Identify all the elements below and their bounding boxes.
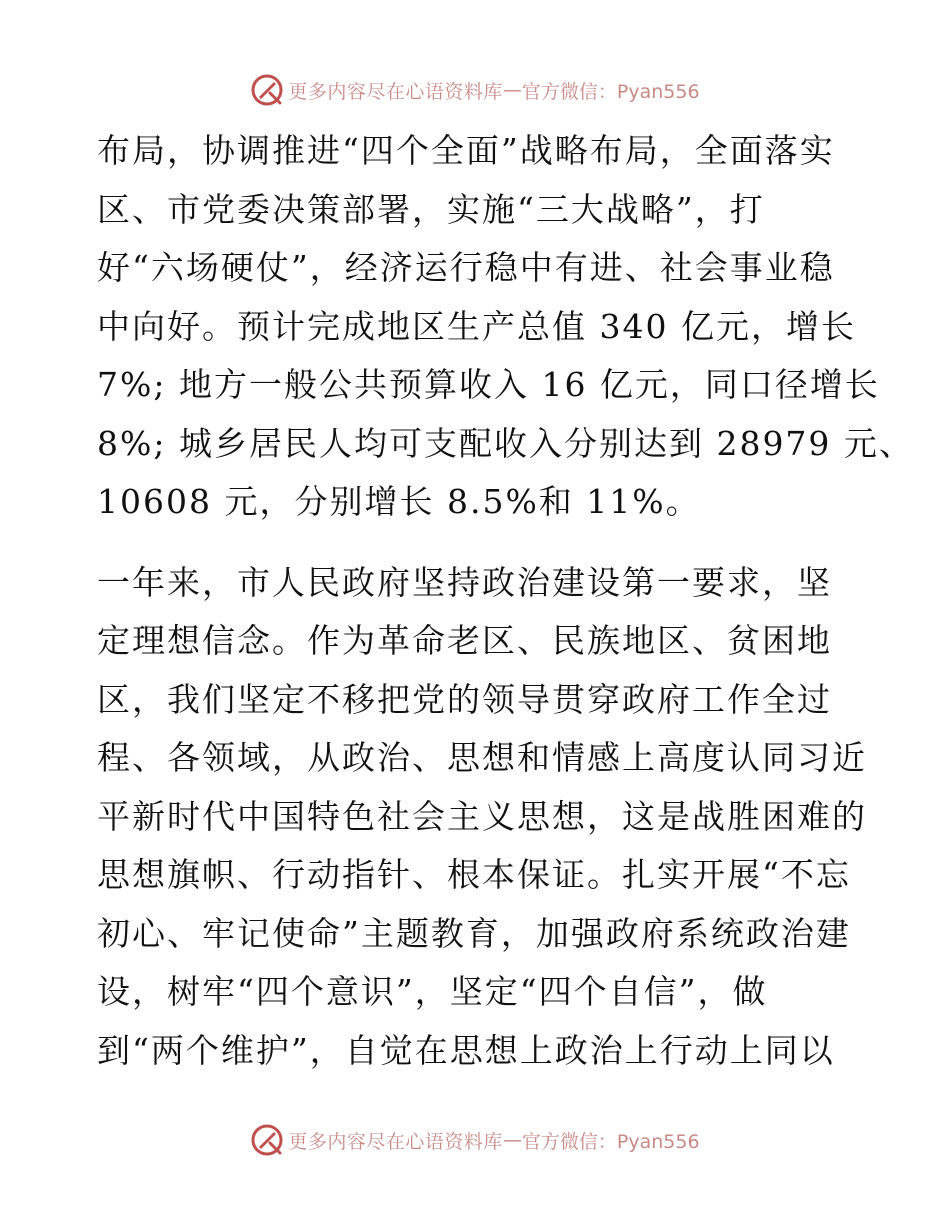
- banner-separator: —: [502, 1129, 522, 1151]
- text-line: 平新时代中国特色社会主义思想，这是战胜困难的: [97, 796, 867, 836]
- header-banner: [0, 70, 950, 110]
- banner-separator: —: [502, 79, 522, 101]
- text-line: 初心、牢记使命”主题教育，加强政府系统政治建: [97, 913, 851, 953]
- quill-seal-icon: [250, 1123, 284, 1157]
- paragraph-gap: [97, 532, 857, 554]
- text-line: 区、市党委决策部署，实施“三大战略”，打: [97, 189, 765, 229]
- banner-contact: 官方微信：Pyan556: [521, 80, 700, 103]
- text-line: 10608 元，分别增长 8.5%和 11%。: [97, 482, 701, 521]
- text-line: 布局，协调推进“四个全面”战略布局，全面落实: [97, 131, 835, 170]
- text-line: 好“六场硬仗”，经济运行稳中有进、社会事业稳: [97, 248, 835, 287]
- footer-banner: [0, 1120, 950, 1160]
- text-line: 思想旗帜、行动指针、根本保证。扎实开展“不忘: [97, 855, 851, 894]
- text-line: 设，树牢“四个意识”，坚定“四个自信”，做: [97, 972, 768, 1011]
- text-line: 8%; 城乡居民人均可支配收入分别达到 28979 元、: [97, 423, 914, 463]
- paragraph-2: [97, 554, 867, 1081]
- text-line: 一年来，市人民政府坚持政治建设第一要求，坚: [97, 562, 832, 602]
- document-body: [97, 122, 914, 1080]
- quill-seal-icon: [250, 73, 284, 107]
- text-line: 区，我们坚定不移把党的领导贯穿政府工作全过: [97, 679, 832, 719]
- text-line: 中向好。预计完成地区生产总值 340 亿元，增长: [97, 306, 856, 346]
- banner-title: 更多内容尽在心语资料库: [288, 1130, 503, 1153]
- text-line: 7%; 地方一般公共预算收入 16 亿元，同口径增长: [97, 365, 880, 404]
- text-line: 到“两个维护”，自觉在思想上政治上行动上同以: [97, 1030, 835, 1070]
- paragraph-1: [97, 122, 914, 532]
- text-line: 程、各领域，从政治、思想和情感上高度认同习近: [97, 738, 867, 777]
- text-line: 定理想信念。作为革命老区、民族地区、贫困地: [97, 621, 832, 660]
- banner-title: 更多内容尽在心语资料库: [288, 80, 503, 103]
- banner-contact: 官方微信：Pyan556: [521, 1130, 700, 1153]
